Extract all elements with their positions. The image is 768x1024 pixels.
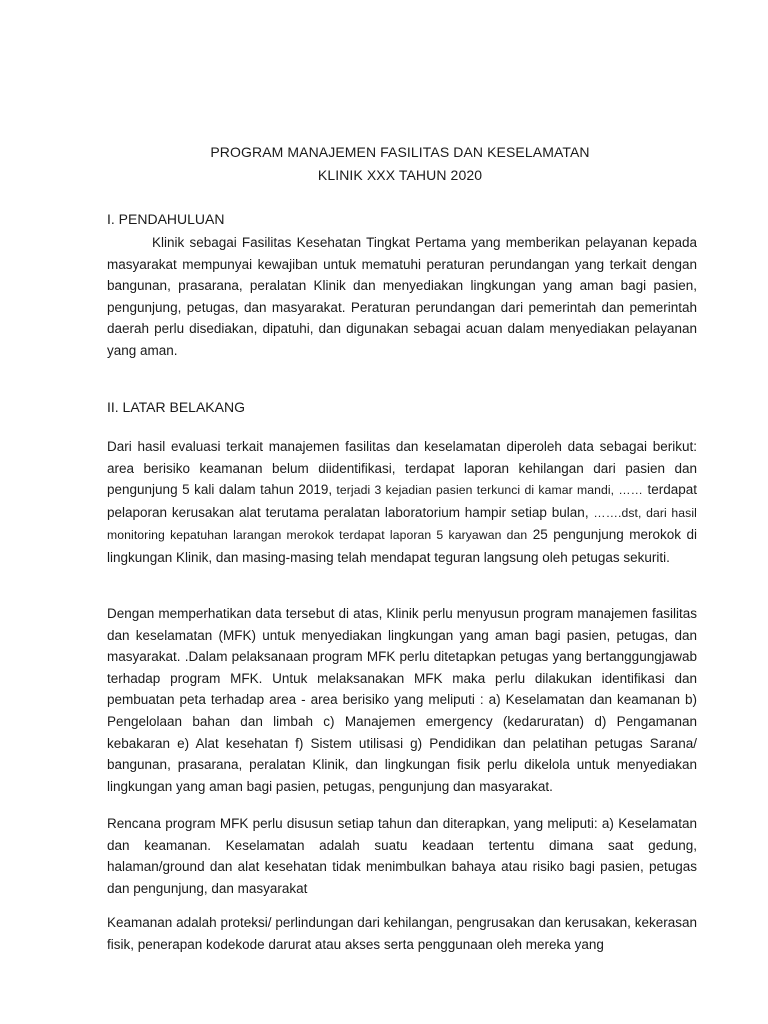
document-title: PROGRAM MANAJEMEN FASILITAS DAN KESELAMATAN	[210, 144, 590, 160]
document-subtitle: KLINIK XXX TAHUN 2020	[317, 167, 483, 183]
paragraph-latar-belakang-3: Rencana program MFK perlu disusun setiap tahun dan diterapkan, yang meliputi: a) Keselamatan dan keamanan. Keselamatan adalah suatu keadaan tertentu dimana saat gedung, halaman/ground dan alat kesehatan tidak menimbulkan bahaya atau risiko bagi pasien, petugas dan pengunjung, dan masyarakat	[107, 816, 697, 896]
paragraph-latar-belakang-1	[107, 436, 697, 569]
paragraph-latar-belakang-2: Dengan memperhatikan data tersebut di atas, Klinik perlu menyusun program manajemen fasilitas dan keselamatan (MFK) untuk menyediakan lingkungan yang aman bagi pasien, petugas, dan masyarakat. .Dalam pelaksanaan program MFK perlu ditetapkan petugas yang bertanggungjawab terhadap program MFK. Untuk melaksanakan MFK maka perlu dilakukan identifikasi dan pembuatan peta terhadap area - area berisiko yang meliputi : a) Keselamatan dan keamanan b) Pengelolaan bahan dan limbah c) Manajemen emergency (kedaruratan) d) Pengamanan kebakaran e) Alat kesehatan f) Sistem utilisasi g) Pendidikan dan pelatihan petugas Sarana/ bangunan, prasarana, peralatan Klinik, dan lingkungan fisik perlu dikelola untuk menyediakan lingkungan yang aman bagi pasien, petugas, pengunjung dan masyarakat.	[107, 606, 697, 794]
section-heading-pendahuluan: I. PENDAHULUAN	[107, 211, 225, 227]
paragraph-text-segment: 25 pengunjung merokok di lingkungan Klinik, dan masing-masing telah mendapat teguran langsung oleh petugas sekuriti.	[107, 527, 697, 565]
paragraph-text-segment-small: …….dst, dari hasil monitoring kepatuhan larangan merokok terdapat laporan 5 karyawan dan	[107, 505, 697, 543]
paragraph-text-segment-small: terjadi 3 kejadian pasien terkunci di kamar mandi, ……	[332, 483, 643, 498]
paragraph-latar-belakang-4: Keamanan adalah proteksi/ perlindungan dari kehilangan, pengrusakan dan kerusakan, kekerasan fisik, penerapan kodekode darurat atau akses serta penggunaan oleh mereka yang	[107, 915, 697, 952]
paragraph-pendahuluan: Klinik sebagai Fasilitas Kesehatan Tingkat Pertama yang memberikan pelayanan kepada masyarakat mempunyai kewajiban untuk mematuhi peraturan perundangan yang terkait dengan bangunan, prasarana, peralatan Klinik dan menyediakan lingkungan yang aman bagi pasien, pengunjung, petugas, dan masyarakat. Peraturan perundangan dari pemerintah dan pemerintah daerah perlu disediakan, dipatuhi, dan digunakan sebagai acuan dalam menyediakan pelayanan yang aman.	[107, 235, 697, 358]
section-heading-latar-belakang: II. LATAR BELAKANG	[107, 399, 245, 415]
paragraph-text-segment: Dari hasil evaluasi terkait manajemen fasilitas dan keselamatan diperoleh data sebagai berikut: area berisiko keamanan belum diidentifikasi, terdapat laporan kehilangan dari pasien dan pengunjung 5 kali dalam tahun 2019,	[107, 439, 697, 498]
paragraph-text-segment: terdapat pelaporan kerusakan alat terutama peralatan laboratorium hampir setiap bulan,	[107, 482, 697, 520]
